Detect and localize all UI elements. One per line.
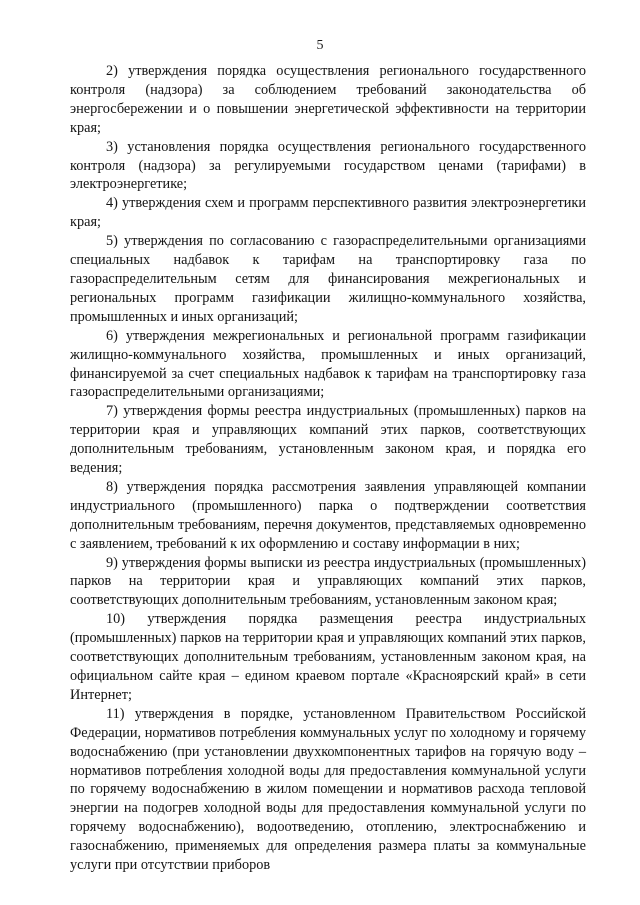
paragraph-item-2: 2) утверждения порядка осуществления регионального государственного контроля (надзора) за соблюдением требований законодательства об энергосбережении и о повышении энергетической эффективности на территории края; <box>70 63 586 136</box>
paragraph-item-9: 9) утверждения формы выписки из реестра индустриальных (промышленных) парков на территории края и управляющих компаний этих парков, соответствующих дополнительным требованиям, установленным законом края; <box>70 554 586 609</box>
page-number: 5 <box>316 38 324 53</box>
paragraph-item-7: 7) утверждения формы реестра индустриальных (промышленных) парков на территории края и управляющих компаний этих парков, соответствующих дополнительным требованиям, установленным законом края, и порядка его ведения; <box>70 403 586 477</box>
paragraph-item-10: 10) утверждения порядка размещения реестра индустриальных (промышленных) парков на территории края и управляющих компаний этих парков, соответствующих дополнительным требованиям, установленным законом края, на официальном сайте края – едином краевом портале «Красноярский край» в сети Интернет; <box>70 611 586 703</box>
paragraph-item-6: 6) утверждения межрегиональных и региональной программ газификации жилищно-коммунального хозяйства, промышленных и иных организаций, финансируемой за счет специальных надбавок к тарифам на транспортировку газа газораспределительными организациями; <box>70 327 586 401</box>
paragraph-item-11: 11) утверждения в порядке, установленном Правительством Российской Федерации, нормативов потребления коммунальных услуг по холодному и горячему водоснабжению (при установлении двухкомпонентных тарифов на горячую воду – нормативов потребления холодной воды для предоставления коммунальной услуги по горячему водоснабжению в жилом помещении и нормативов расхода тепловой энергии на подогрев холодной воды для предоставления коммунальной услуги по горячему водоснабжению), водоотведению, отоплению, электроснабжению и газоснабжению, применяемых для определения размера платы за коммунальные услуги при отсутствии приборов <box>70 705 586 874</box>
paragraph-item-8: 8) утверждения порядка рассмотрения заявления управляющей компании индустриального (промышленного) парка о подтверждении соответствия дополнительным требованиям, перечня документов, представляемых одновременно с заявлением, требований к их оформлению и составу информации в них; <box>70 478 586 552</box>
paragraph-item-3: 3) установления порядка осуществления регионального государственного контроля (надзора) за регулируемыми государством ценами (тарифами) в электроэнергетике; <box>70 138 586 193</box>
paragraph-item-4: 4) утверждения схем и программ перспективного развития электроэнергетики края; <box>70 195 586 231</box>
body-text <box>70 62 586 875</box>
paragraph-item-5: 5) утверждения по согласованию с газораспределительными организациями специальных надбавок к тарифам на транспортировку газа по газораспределительным сетям для финансирования межрегиональных и региональных программ газификации жилищно-коммунального хозяйства, промышленных и иных организаций; <box>70 233 586 325</box>
